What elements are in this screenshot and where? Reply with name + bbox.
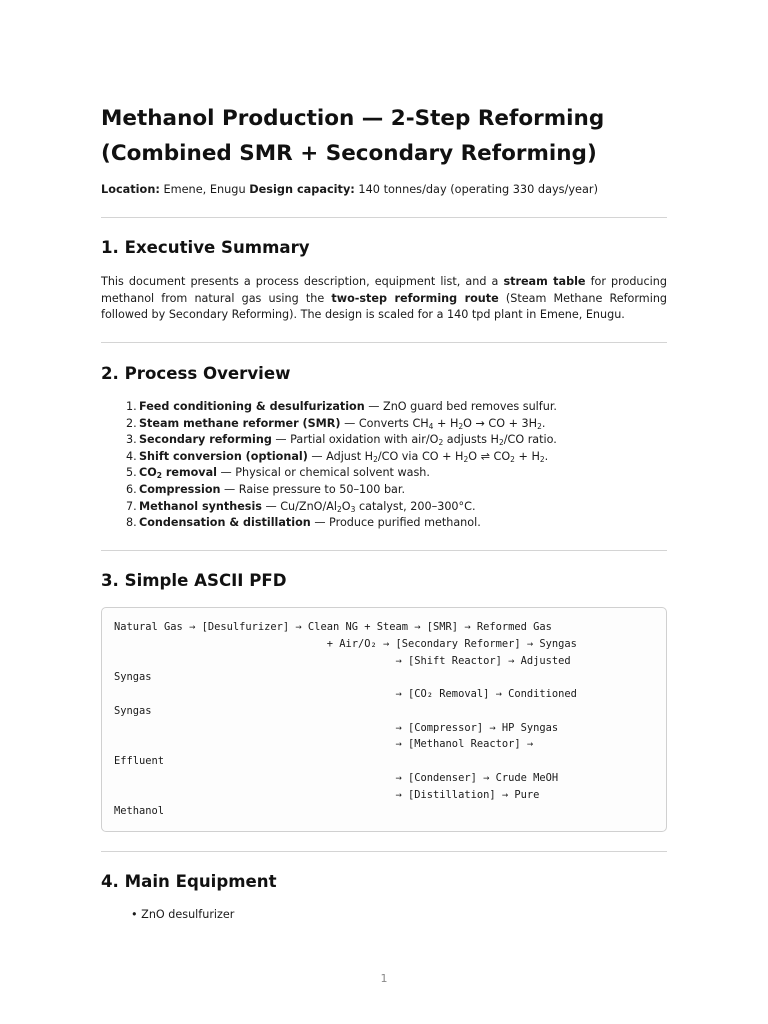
pfd-line: Methanol [114,805,165,818]
location-label: Location: [101,183,160,196]
pfd-line: → [CO₂ Removal] → Conditioned [114,688,577,700]
process-step [126,515,667,532]
summary-text-3: (Steam Methane Reforming followed by Secondary Reforming). The design is scaled for a 140 tpd plant in Emene, Enugu. [101,291,668,321]
process-overview-heading: 2. Process Overview [101,364,291,383]
step-title: $CO_2$ removal [139,466,217,481]
step-title: Shift conversion (optional) [139,449,308,463]
process-step [126,499,667,516]
divider-3 [101,550,667,551]
step-number: 7. [126,499,137,513]
pfd-code-block [101,607,667,832]
step-title: Condensation & distillation [139,516,311,530]
step-text: — Physical or chemical solvent wash. [220,466,430,480]
summary-bold-stream-table: stream table [503,275,586,288]
pfd-line: → [Methanol Reactor] → [114,738,534,751]
pfd-line: → [Distillation] → Pure [114,788,540,801]
step-text: — Converts $CH_4 + H_2O$ → CO + $3H_2$. [344,416,546,431]
list-item [131,907,234,923]
executive-summary-heading: 1. Executive Summary [101,238,310,257]
process-step [126,432,667,449]
step-number: 3. [126,433,137,447]
location-value: Emene, Enugu [163,183,246,196]
title-line-1: Methanol Production — 2-Step Reforming [101,106,605,131]
step-title: Compression [139,482,221,496]
pfd-line: Syngas [114,671,152,684]
document-meta [101,182,667,198]
divider-2 [101,342,667,343]
step-text: — $Cu/ZnO/Al_2O_3$ catalyst, 200–300°C. [265,499,476,514]
step-number: 8. [126,516,137,530]
summary-bold-route: two-step reforming route [331,291,499,305]
title-line-2: (Combined SMR + Secondary Reforming) [101,141,597,166]
step-number: 6. [126,482,137,496]
pfd-line: → [Compressor] → HP Syngas [114,721,559,734]
step-text: — Raise pressure to 50–100 bar. [224,482,406,496]
step-number: 1. [126,400,137,413]
step-text: — Partial oxidation with air/$O_2$ adjusts $H_2/CO$ ratio. [275,433,557,448]
step-title: Steam methane reformer (SMR) [139,416,341,430]
process-step [126,449,667,466]
pfd-line: + Air/O₂ → [Secondary Reformer] → Syngas [114,637,577,650]
capacity-label: Design capacity: [249,183,355,196]
step-number: 4. [126,449,137,463]
step-text: — Adjust $H_2/CO$ via CO + $H_2O$ ⇌ $CO_2 + H_2$. [311,449,549,464]
pfd-line: Syngas [114,704,152,717]
step-title: Secondary reforming [139,433,272,447]
pfd-line: Effluent [114,755,165,767]
step-number: 5. [126,466,137,480]
step-number: 2. [126,416,137,430]
equipment-item-text: ZnO desulfurizer [141,908,235,921]
executive-summary-text [101,274,667,324]
process-step [126,416,667,433]
process-steps-list [126,399,667,532]
page-number: 1 [380,972,388,985]
pfd-line: → [Shift Reactor] → Adjusted [114,654,571,667]
step-text: — ZnO guard bed removes sulfur. [368,400,557,413]
bullet-icon: • [131,908,142,921]
step-text: — Produce purified methanol. [314,516,481,530]
divider-4 [101,851,667,852]
step-title: Methanol synthesis [139,499,262,513]
pfd-line: → [Condenser] → Crude MeOH [114,771,559,784]
pfd-line: Natural Gas → [Desulfurizer] → Clean NG + Steam → [SMR] → Reformed Gas [114,621,552,633]
summary-text-1: This document presents a process description, equipment list, and a [101,275,499,288]
process-step [126,465,667,482]
summary-text-2: for producing methanol from natural gas using the [101,275,667,305]
process-step [126,482,667,499]
process-step [126,399,667,416]
step-title: Feed conditioning & desulfurization [139,400,365,413]
equipment-list [131,907,234,923]
divider-1 [101,217,667,218]
document-title [101,101,667,171]
capacity-value: 140 tonnes/day (operating 330 days/year) [358,183,598,196]
pfd-code [114,619,577,820]
pfd-heading: 3. Simple ASCII PFD [101,571,287,590]
main-equipment-heading: 4. Main Equipment [101,872,277,891]
